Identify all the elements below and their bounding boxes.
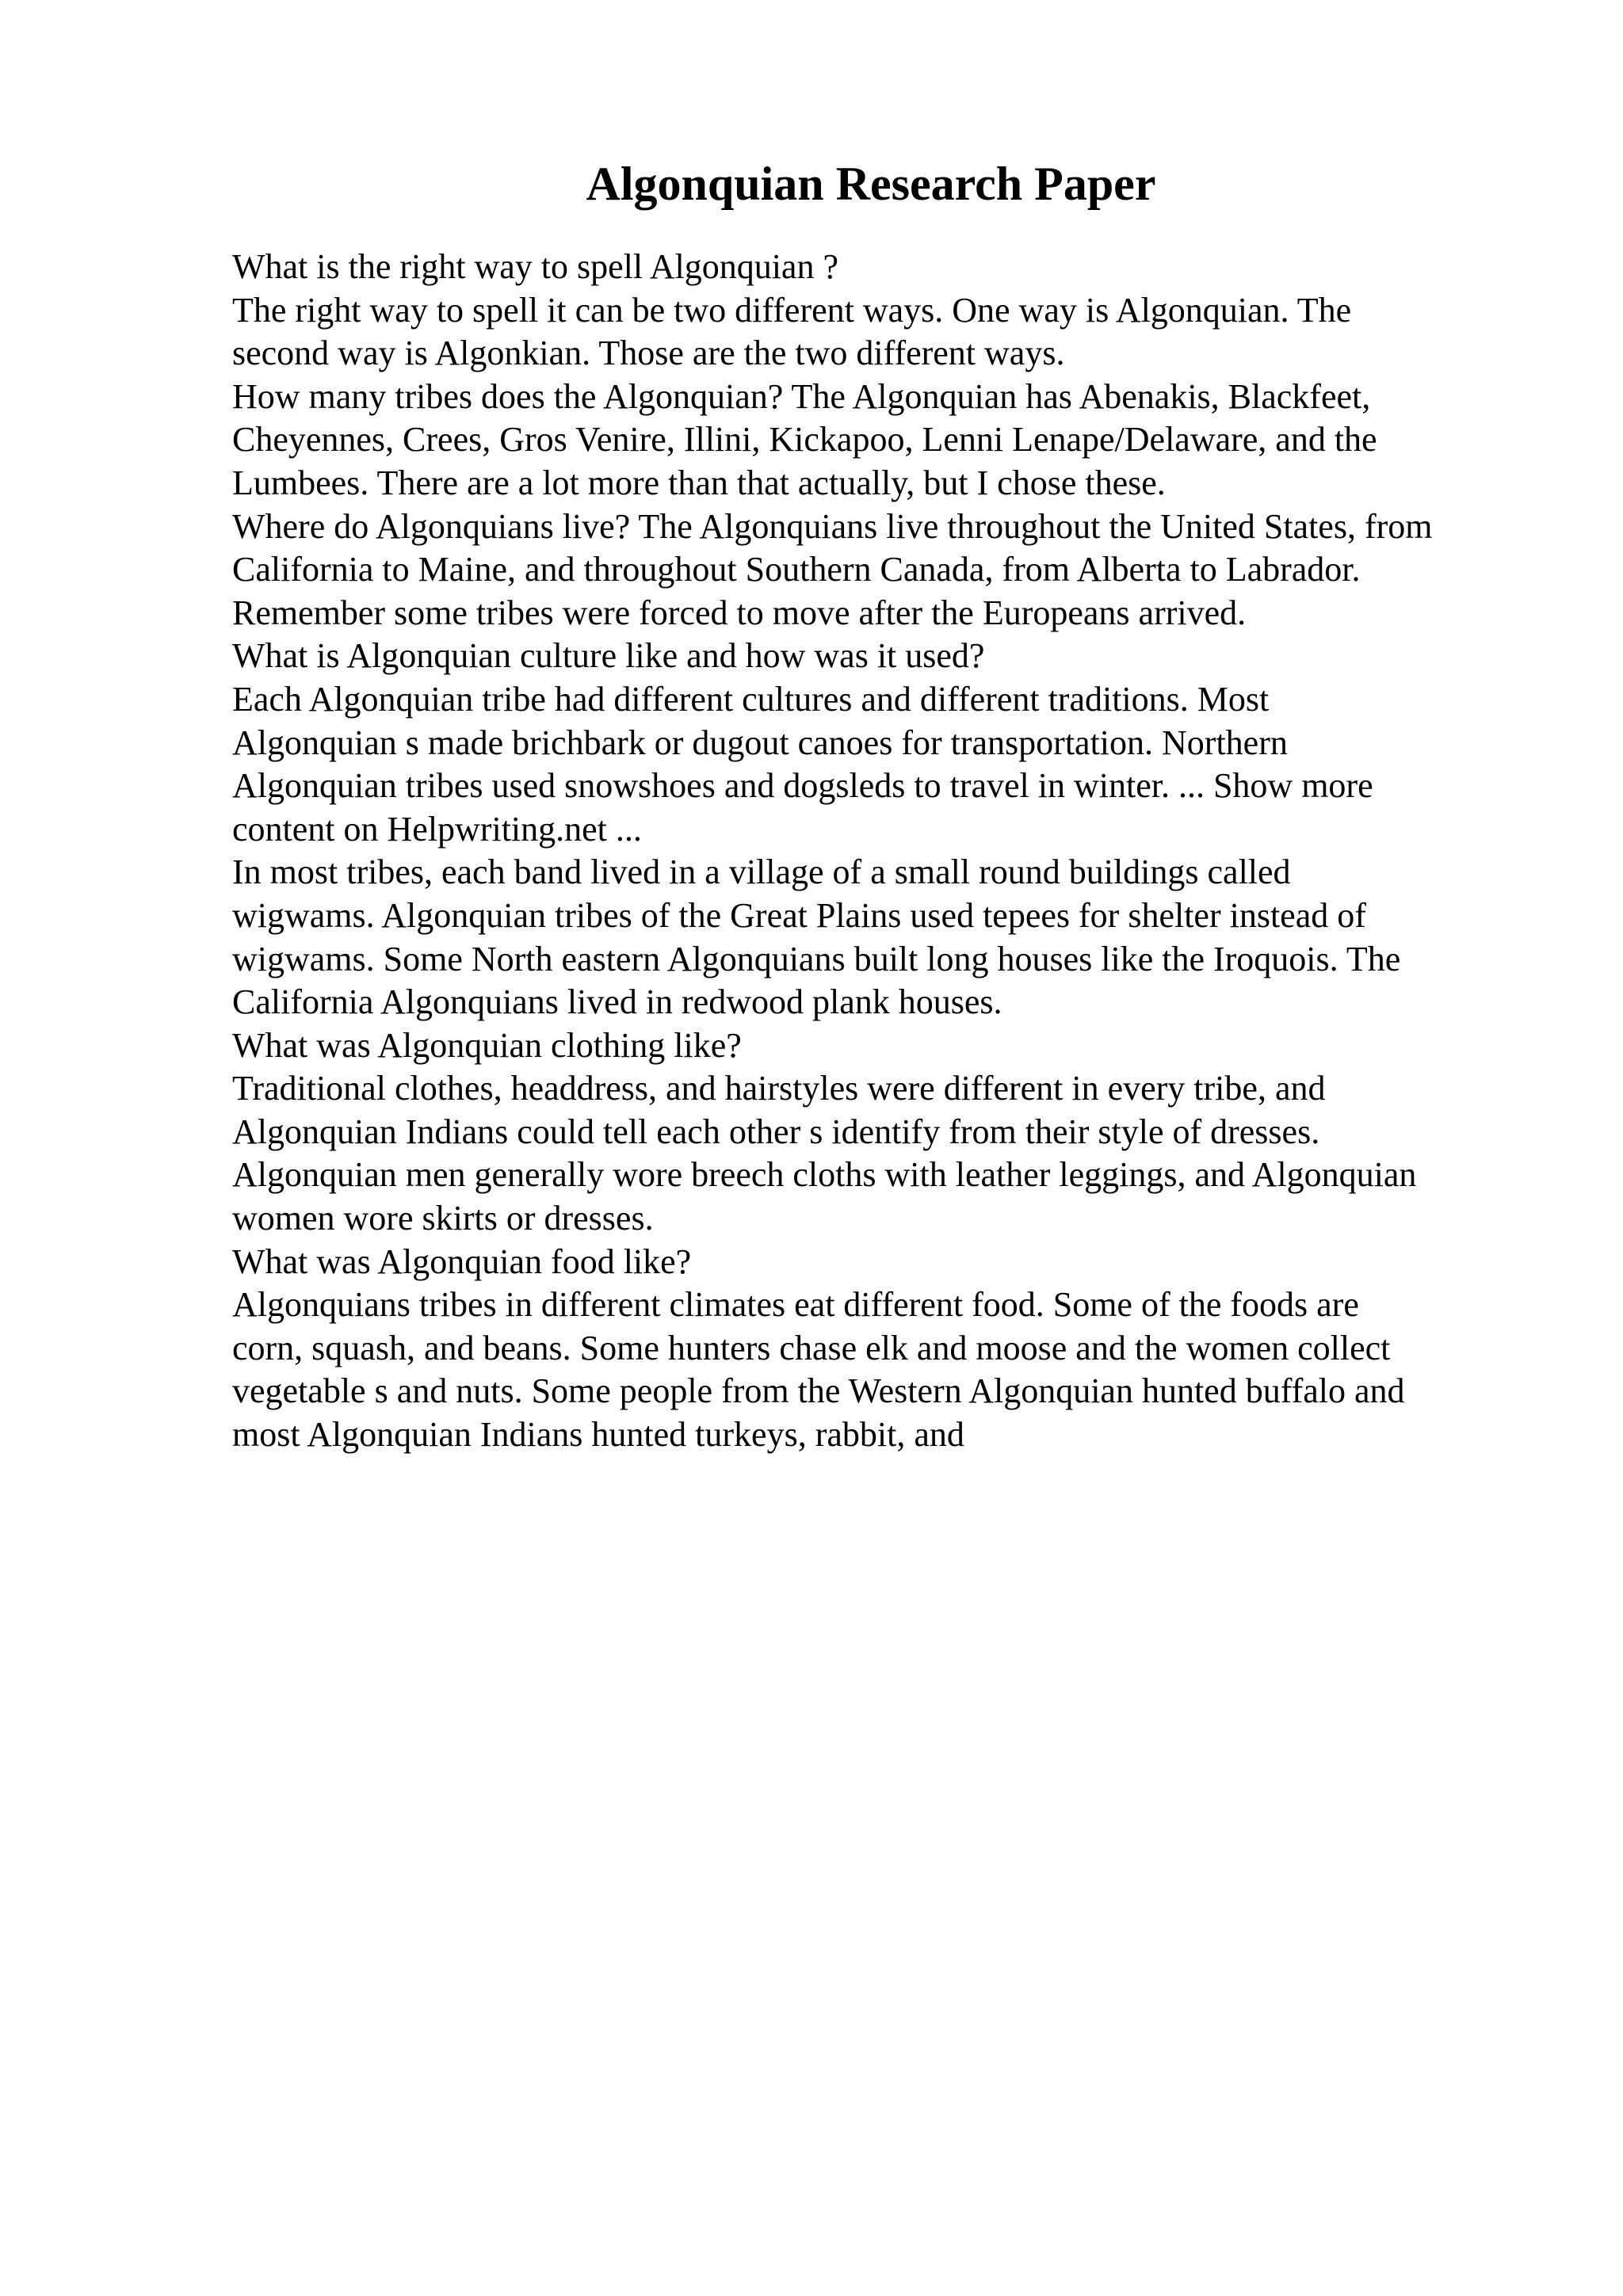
body-line: Traditional clothes, headdress, and hairstyles were different in every tribe, and	[232, 1069, 1326, 1108]
question-clothing: What was Algonquian clothing like?	[232, 1025, 742, 1065]
question-culture: What is Algonquian culture like and how was it used?	[232, 636, 985, 676]
body-line: Algonquian Indians could tell each other s identify from their style of dresses.	[232, 1112, 1320, 1151]
body-line: Algonquians tribes in different climates eat different food. Some of the foods are	[232, 1285, 1359, 1325]
body-line: Algonquian men generally wore breech cloths with leather leggings, and Algonquian	[232, 1155, 1417, 1195]
body-line: Lumbees. There are a lot more than that actually, but I chose these.	[232, 463, 1166, 502]
body-line: In most tribes, each band lived in a village of a small round buildings called	[232, 852, 1291, 892]
question-spelling: What is the right way to spell Algonquian ?	[232, 247, 838, 286]
question-food: What was Algonquian food like?	[232, 1241, 692, 1281]
body-line: Each Algonquian tribe had different cultures and different traditions. Most	[232, 679, 1270, 719]
body-line: Algonquian s made brichbark or dugout canoes for transportation. Northern	[232, 723, 1288, 762]
body-line: California to Maine, and throughout Southern Canada, from Alberta to Labrador.	[232, 550, 1361, 589]
body-line: most Algonquian Indians hunted turkeys, rabbit, and	[232, 1415, 964, 1455]
body-line: The right way to spell it can be two different ways. One way is Algonquian. The	[232, 290, 1352, 330]
body-line: Where do Algonquians live? The Algonquians live throughout the United States, from	[232, 506, 1433, 546]
document-title: Algonquian Research Paper	[586, 158, 1156, 210]
body-line: wigwams. Some North eastern Algonquians built long houses like the Iroquois. The	[232, 939, 1401, 978]
body-line: How many tribes does the Algonquian? The Algonquian has Abenakis, Blackfeet,	[232, 376, 1371, 416]
body-line: Algonquian tribes used snowshoes and dogsleds to travel in winter. ... Show more	[232, 766, 1373, 806]
body-line: wigwams. Algonquian tribes of the Great Plains used tepees for shelter instead of	[232, 895, 1366, 935]
body-line: Remember some tribes were forced to move after the Europeans arrived.	[232, 593, 1247, 632]
body-line: content on Helpwriting.net ...	[232, 809, 642, 849]
body-line: corn, squash, and beans. Some hunters chase elk and moose and the women collect	[232, 1328, 1391, 1367]
body-line: vegetable s and nuts. Some people from the Western Algonquian hunted buffalo and	[232, 1371, 1405, 1411]
body-line: Cheyennes, Crees, Gros Venire, Illini, Kickapoo, Lenni Lenape/Delaware, and the	[232, 420, 1377, 460]
body-line: California Algonquians lived in redwood plank houses.	[232, 982, 1002, 1022]
body-line: second way is Algonkian. Those are the two different ways.	[232, 334, 1065, 373]
document-body	[232, 246, 1548, 1457]
body-line: women wore skirts or dresses.	[232, 1199, 654, 1238]
